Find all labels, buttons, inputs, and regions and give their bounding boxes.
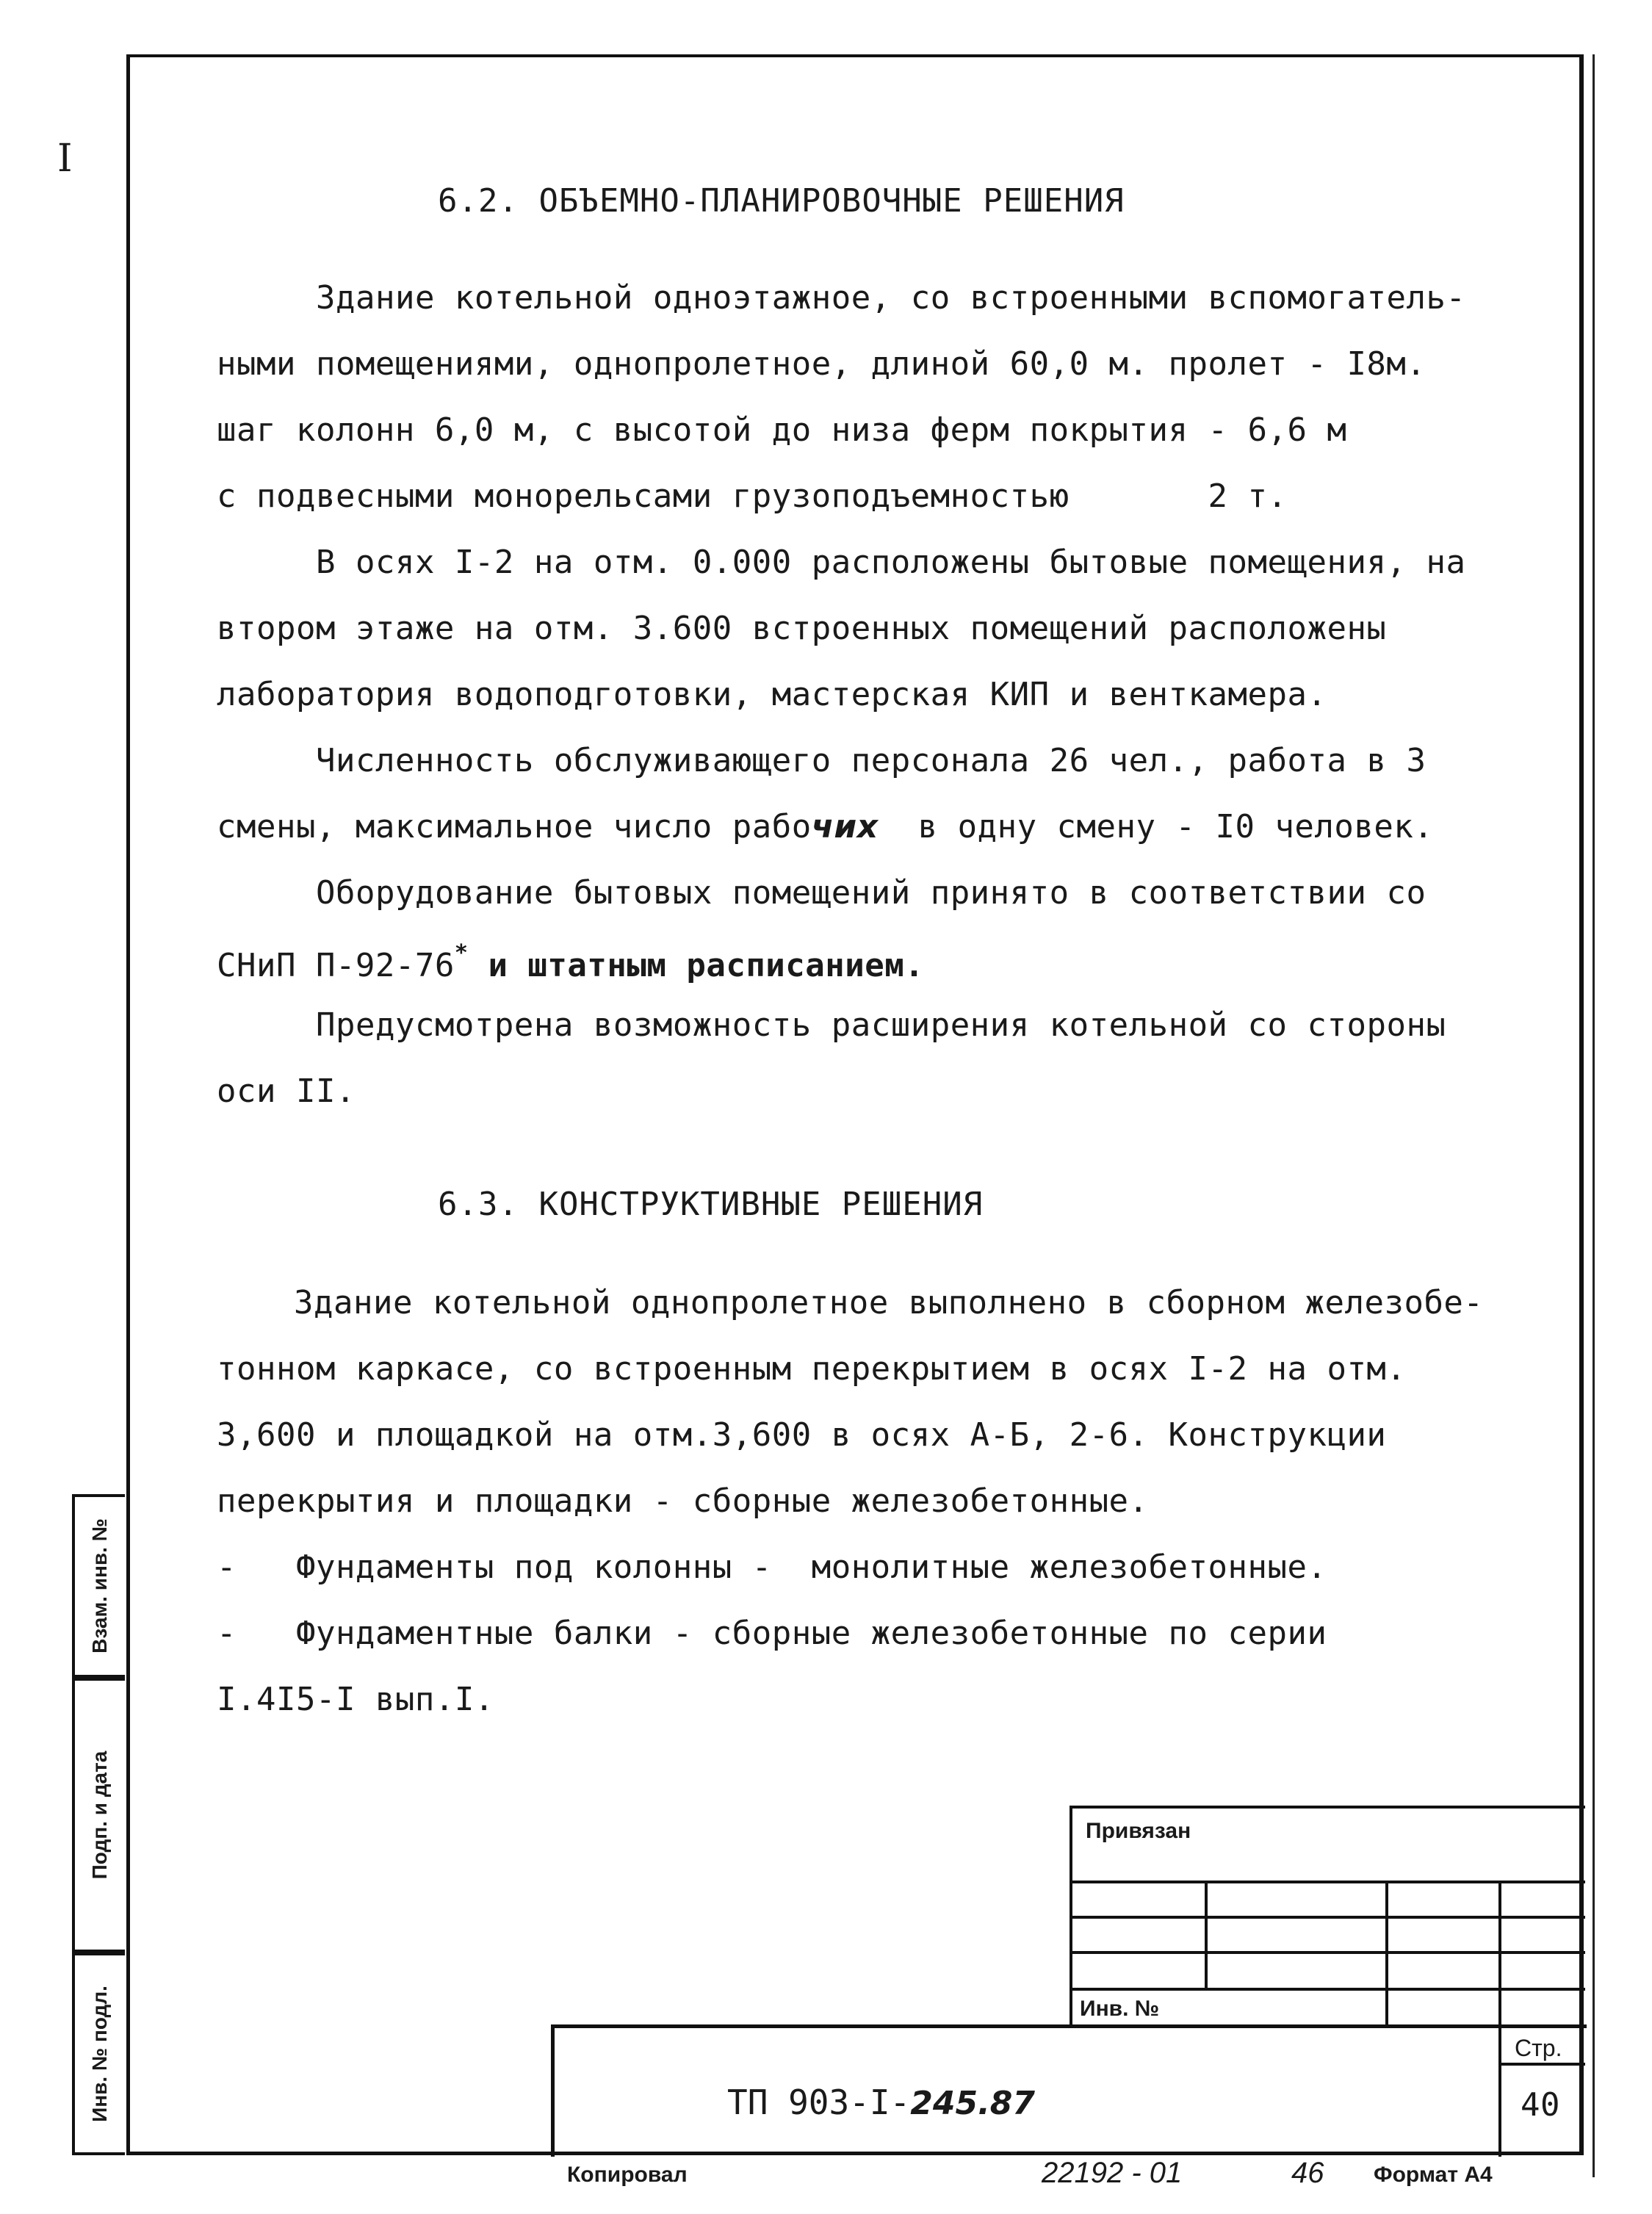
tb-line: [1498, 2024, 1501, 2157]
paragraph-line-snip: [217, 940, 924, 984]
section-6-2-heading: 6.2. ОБЪЕМНО-ПЛАНИРОВОЧНЫЕ РЕШЕНИЯ: [438, 182, 1125, 220]
paragraph-line: Здание котельной однопролетное выполнено в сборном железобе-: [294, 1284, 1484, 1321]
side-stamp-inv-podl: [72, 1952, 125, 2155]
footer-hand-sheet: 46: [1291, 2157, 1324, 2189]
paragraph-line: Предусмотрена возможность расширения котельной со стороны: [316, 1006, 1446, 1044]
page-edge-line: [1593, 54, 1595, 2177]
tb-line: [1071, 1988, 1585, 1991]
side-label-podp: Подп. и дата: [88, 1750, 111, 1880]
handwritten-correction: чих: [811, 808, 879, 845]
page-number: 40: [1521, 2086, 1560, 2124]
footer-kopiroval: Копировал: [567, 2163, 688, 2187]
paragraph-line: Численность обслуживающего персонала 26 чел., работа в 3: [316, 742, 1426, 779]
footer-hand-number: 22192 - 01: [1042, 2157, 1183, 2189]
paragraph-line: ными помещениями, однопролетное, длиной 60,0 м. пролет - I8м.: [217, 345, 1426, 383]
document-code: [727, 2083, 1035, 2122]
snip-tail: и штатным расписанием.: [468, 947, 925, 984]
tb-line: [1498, 2063, 1585, 2066]
doc-code-hand: 245.87: [910, 2085, 1036, 2122]
page-label: Стр.: [1515, 2035, 1562, 2061]
list-item: - Фундаменты под колонны - монолитные железобетонные.: [217, 1548, 1327, 1586]
privyazan-label: Привязан: [1086, 1819, 1191, 1843]
margin-mark: I: [57, 137, 73, 181]
tb-line: [551, 2024, 1587, 2028]
side-stamp-podp: [72, 1678, 125, 1952]
footer-format: Формат А4: [1374, 2163, 1493, 2187]
shift-text-start: смены, максимальное число рабо: [217, 808, 812, 845]
side-label-inv-podl: Инв. № подл.: [88, 1986, 111, 2122]
list-item: - Фундаментные балки - сборные железобетонные по серии: [217, 1615, 1327, 1652]
paragraph-line: с подвесными монорельсами грузоподъемностью 2 т.: [217, 477, 1288, 515]
paragraph-line: перекрытия и площадки - сборные железобетонные.: [217, 1482, 1149, 1520]
paragraph-line: втором этаже на отм. 3.600 встроенных помещений расположены: [217, 610, 1387, 647]
tb-line: [1071, 1881, 1585, 1883]
shift-text-end: в одну смену - I0 человек.: [878, 808, 1434, 845]
tb-line: [1071, 1916, 1585, 1919]
paragraph-line: тонном каркасе, со встроенным перекрытием в осях I-2 на отм.: [217, 1350, 1407, 1388]
side-stamp-vzam: [72, 1494, 125, 1678]
tb-line: [1205, 1881, 1208, 1988]
paragraph-line-shift: [217, 808, 1433, 845]
paragraph-line: оси II.: [217, 1072, 356, 1110]
tb-line: [1498, 1881, 1501, 2026]
paragraph-line: лаборатория водоподготовки, мастерская КИП и венткамера.: [217, 676, 1327, 713]
section-6-3-heading: 6.3. КОНСТРУКТИВНЫЕ РЕШЕНИЯ: [438, 1186, 984, 1223]
inv-no-label: Инв. №: [1080, 1997, 1160, 2021]
snip-reference: СНиП П-92-76: [217, 947, 455, 984]
paragraph-line: I.4I5-I вып.I.: [217, 1681, 494, 1718]
tb-line: [551, 2024, 555, 2157]
side-label-vzam: Взам. инв. №: [88, 1518, 111, 1654]
tb-line: [1385, 1881, 1388, 2026]
doc-code-print: ТП 903-I-: [727, 2083, 911, 2122]
paragraph-line: шаг колонн 6,0 м, с высотой до низа ферм покрытия - 6,6 м: [217, 411, 1347, 449]
paragraph-line: 3,600 и площадкой на отм.3,600 в осях А-Б, 2-6. Конструкции: [217, 1416, 1387, 1454]
paragraph-line: В осях I-2 на отм. 0.000 расположены бытовые помещения, на: [316, 544, 1466, 581]
tb-line: [1071, 1951, 1585, 1954]
paragraph-line: Оборудование бытовых помещений принято в соответствии со: [316, 874, 1426, 912]
tb-line: [1071, 1806, 1585, 1809]
snip-asterisk: *: [454, 940, 469, 966]
paragraph-line: Здание котельной одноэтажное, со встроенными вспомогатель-: [316, 279, 1466, 317]
